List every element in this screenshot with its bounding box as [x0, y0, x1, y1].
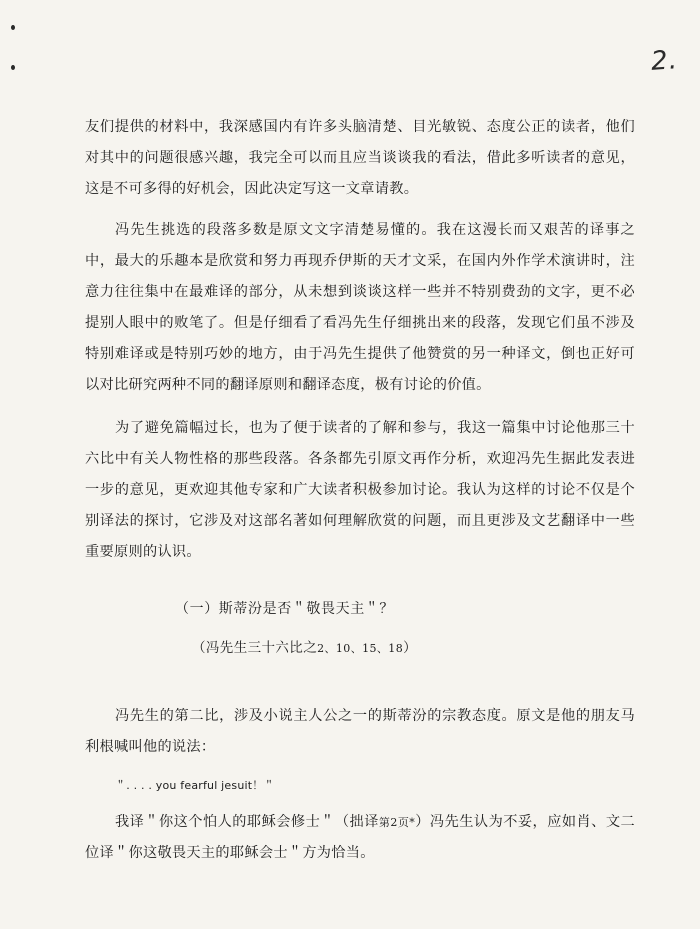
section-heading: （一）斯蒂汾是否＂敬畏天主＂？ [175, 601, 394, 617]
section-sub-prefix: （冯先生三十六比之 [192, 640, 318, 656]
section-subheading [192, 636, 417, 656]
paragraph [85, 807, 635, 869]
translation-page-ref: 第2页* [378, 816, 416, 829]
lower-text [85, 701, 635, 881]
paragraph: 为了避免篇幅过长，也为了便于读者的了解和参与，我这一篇集中讨论他那三十六比中有关人物性格的那些段落。各条都先引原文再作分析，欢迎冯先生据此发表进一步的意见，更欢迎其他专家和广大读者积极参加讨论。我认为这样的讨论不仅是个别译法的探讨，它涉及对这部名著如何理解欣赏的问题，而且更涉及文艺翻译中一些重要原则的认识。 [85, 420, 635, 560]
english-quote: ＂. . . . you fearful jesuit！＂ [115, 779, 275, 792]
paragraph: 冯先生的第二比，涉及小说主人公之一的斯蒂汾的宗教态度。原文是他的朋友马利根喊叫他的说法： [85, 708, 635, 755]
paragraph: 友们提供的材料中，我深感国内有许多头脑清楚、目光敏锐、态度公正的读者，他们对其中的问题很感兴趣，我完全可以而且应当谈谈我的看法，借此多听读者的意见，这是不可多得的好机会，因此决定写这一文章请教。 [85, 119, 635, 197]
binder-hole-mark [11, 25, 15, 30]
translation-text: ）冯先生认为不妥，应如肖、文二位译＂你这敬畏天主的耶稣会士＂方为恰当。 [85, 814, 635, 861]
section-sub-suffix: ） [403, 640, 418, 656]
paragraph: 冯先生挑选的段落多数是原文文字清楚易懂的。我在这漫长而又艰苦的译事之中，最大的乐趣本是欣赏和努力再现乔伊斯的天才文采，在国内外作学术演讲时，注意力往往集中在最难译的部分，从未想到谈谈这样一些并不特别费劲的文字，更不必提别人眼中的败笔了。但是仔细看了看冯先生仔细挑出来的段落，发现它们虽不涉及特别难译或是特别巧妙的地方，由于冯先生提供了他赞赏的另一种译文，倒也正好可以对比研究两种不同的翻译原则和翻译态度，极有讨论的价值。 [85, 222, 635, 393]
binder-hole-mark [11, 65, 15, 70]
section-sub-numbers: 2、10、15、18 [317, 642, 404, 655]
page-number: 2. [650, 45, 680, 77]
body-text [85, 112, 635, 580]
translation-text: 我译＂你这个怕人的耶稣会修士＂（拙译 [115, 814, 379, 830]
